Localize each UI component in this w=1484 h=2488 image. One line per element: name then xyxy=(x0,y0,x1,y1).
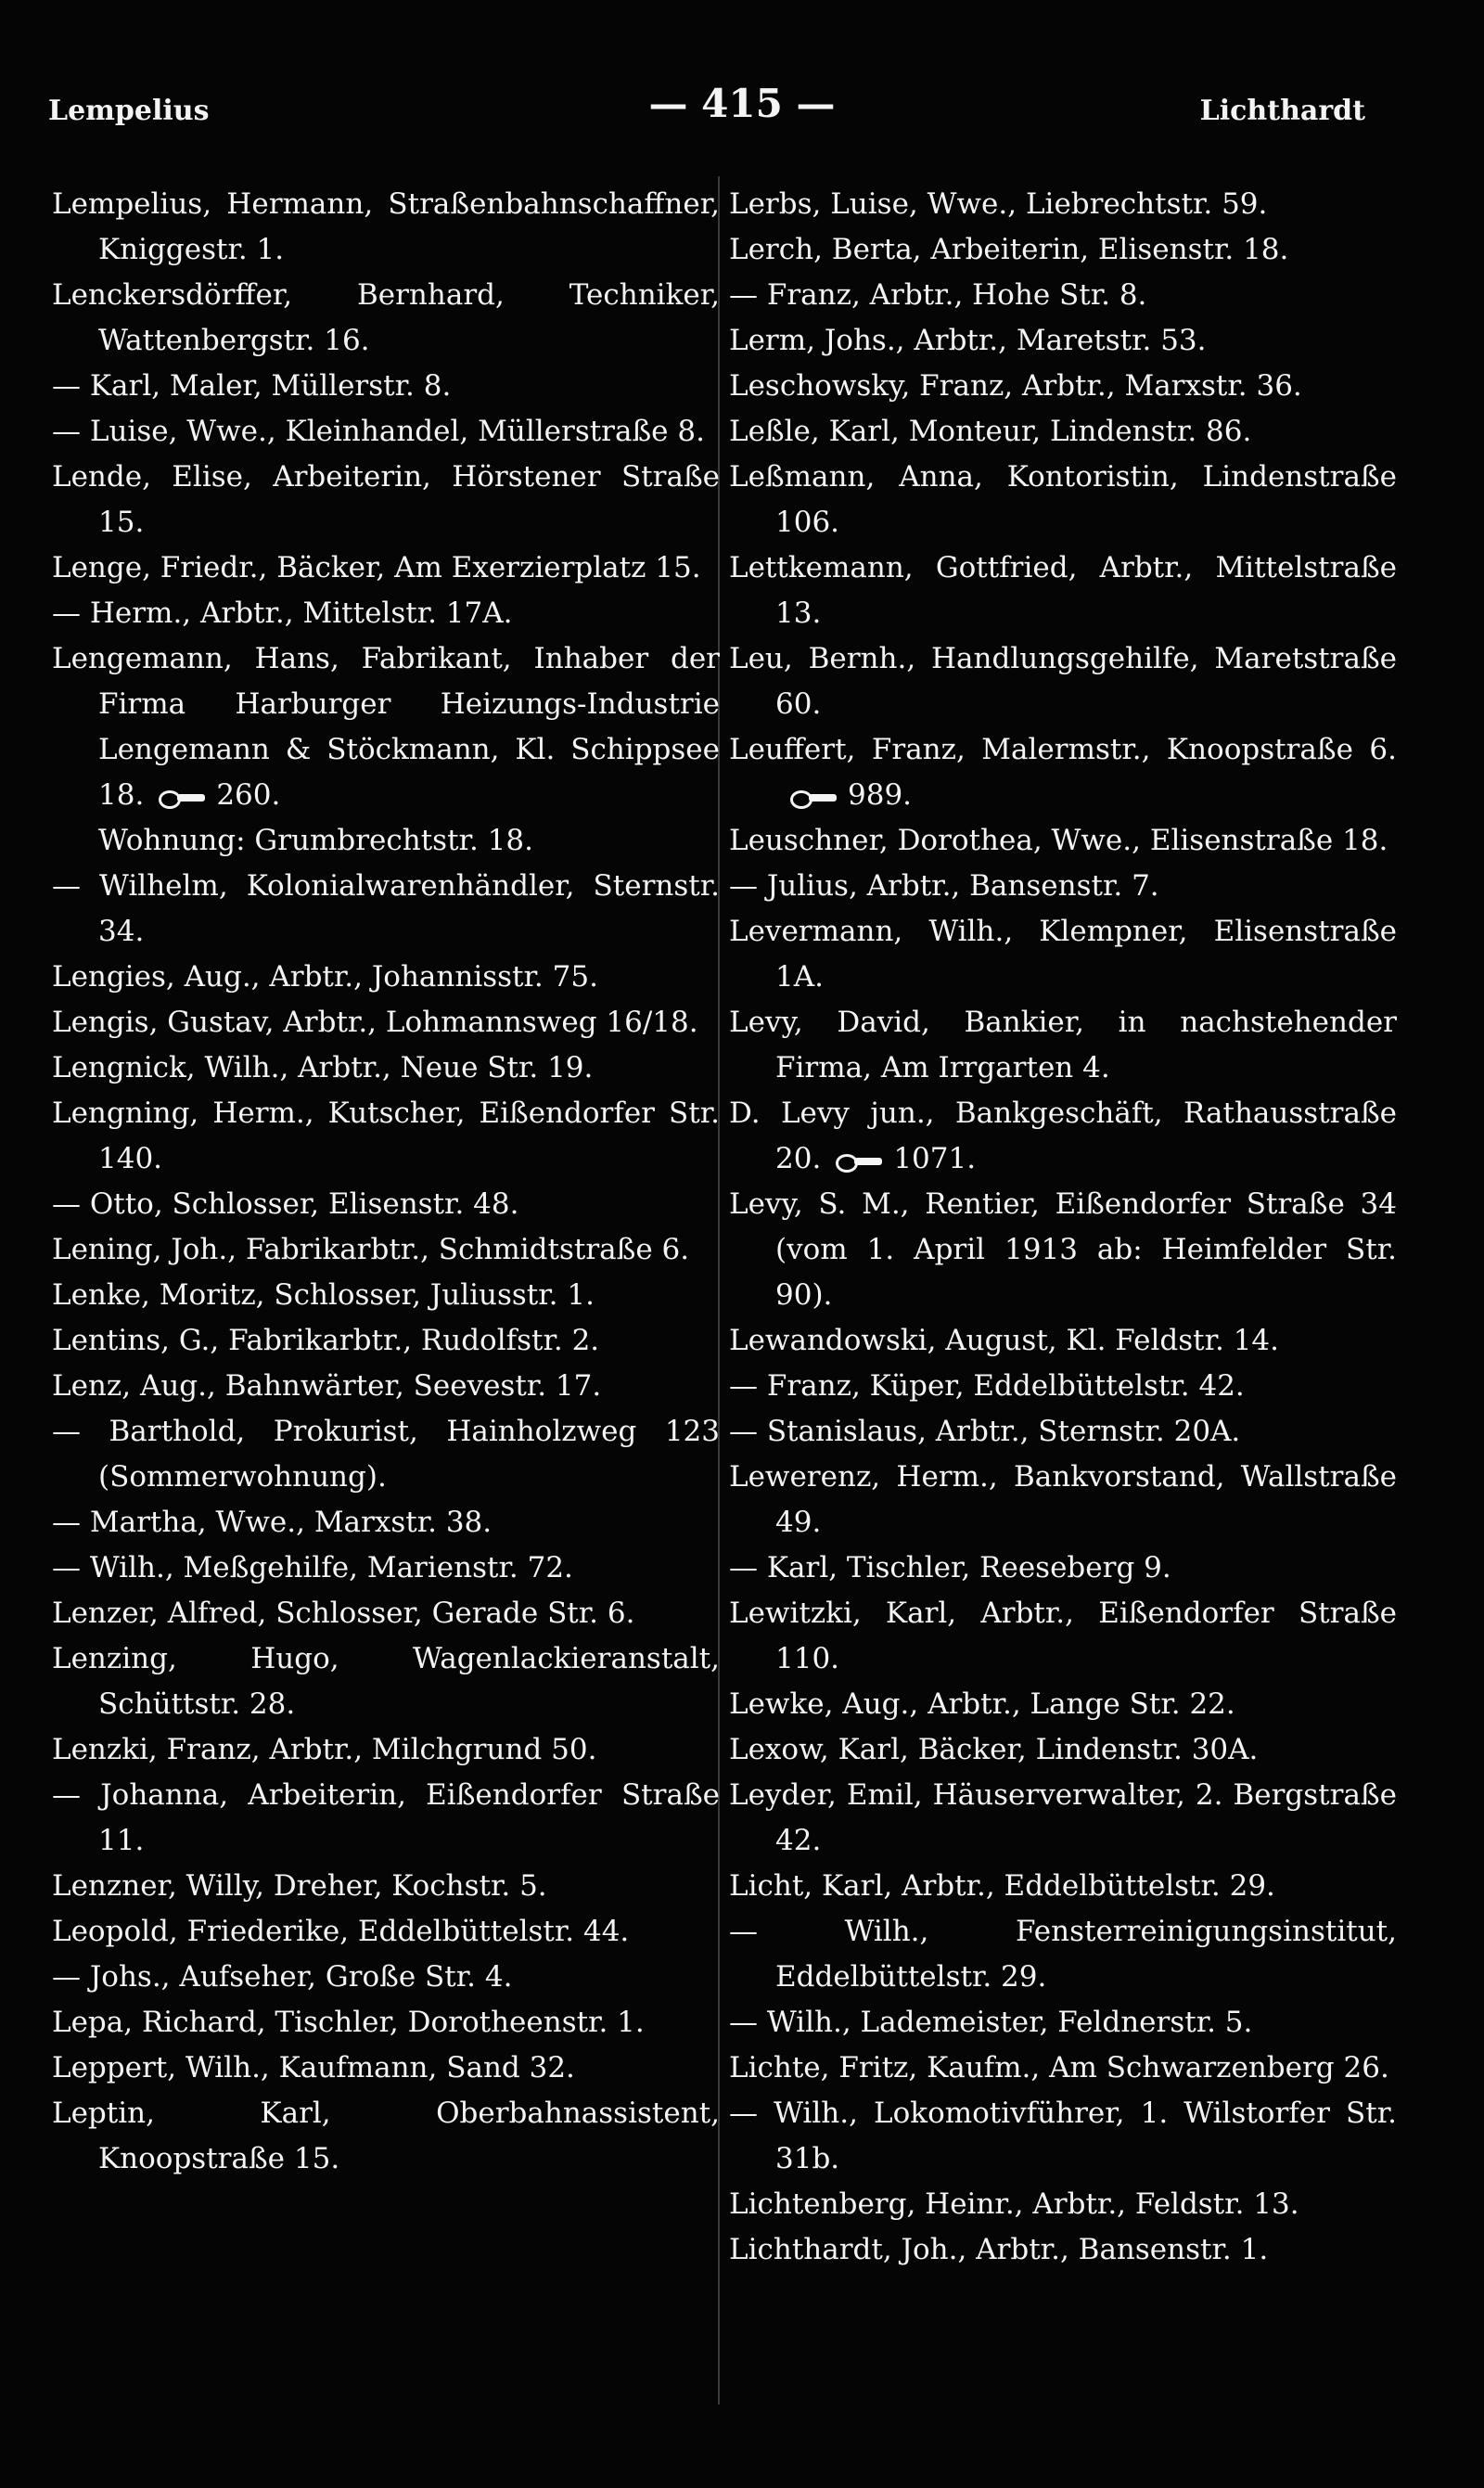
list-item: — Wilh., Lademeister, Feldnerstr. 5. xyxy=(729,2006,1253,2039)
phone-number: 260. xyxy=(216,778,281,812)
list-item: — Herm., Arbtr., Mittelstr. 17A. xyxy=(52,596,513,630)
page-number: — 415 — xyxy=(648,81,836,126)
list-item-lengemann xyxy=(52,636,720,864)
list-item: — Franz, Küper, Eddelbüttelstr. 42. xyxy=(729,1369,1245,1403)
list-item: Lichthardt, Joh., Arbtr., Bansenstr. 1. xyxy=(729,2233,1269,2266)
list-item: Lenzki, Franz, Arbtr., Milchgrund 50. xyxy=(52,1733,597,1766)
list-item-levy-bank xyxy=(729,1091,1397,1182)
list-item: Lenge, Friedr., Bäcker, Am Exerzierplatz 15. xyxy=(52,551,701,584)
phone-number: 989. xyxy=(848,778,913,812)
list-item: Lewerenz, Herm., Bankvorstand, Wallstraße 49. xyxy=(729,1460,1397,1539)
list-item: Lenz, Aug., Bahnwärter, Seevestr. 17. xyxy=(52,1369,602,1403)
list-item: Leppert, Wilh., Kaufmann, Sand 32. xyxy=(52,2051,575,2084)
list-item: Lewandowski, August, Kl. Feldstr. 14. xyxy=(729,1324,1279,1357)
list-item: Lettkemann, Gottfried, Arbtr., Mittelstraße 13. xyxy=(729,551,1397,630)
list-item: Lengnick, Wilh., Arbtr., Neue Str. 19. xyxy=(52,1051,594,1084)
list-item: Lewitzki, Karl, Arbtr., Eißendorfer Straße 110. xyxy=(729,1597,1397,1675)
list-item: — Johanna, Arbeiterin, Eißendorfer Straße 11. xyxy=(52,1778,720,1857)
entry-text: D. Levy jun., Bankgeschäft, Rathausstraße 20. xyxy=(729,1097,1397,1175)
list-item: — Barthold, Prokurist, Hainholzweg 123 (Sommerwohnung). xyxy=(52,1415,720,1494)
list-item: — Wilh., Lokomotivführer, 1. Wilstorfer Str. 31b. xyxy=(729,2097,1397,2175)
list-item: Licht, Karl, Arbtr., Eddelbüttelstr. 29. xyxy=(729,1869,1275,1903)
list-item: Lepa, Richard, Tischler, Dorotheenstr. 1. xyxy=(52,2006,645,2039)
list-item: Lengis, Gustav, Arbtr., Lohmannsweg 16/18. xyxy=(52,1006,698,1039)
entry-text: Leuffert, Franz, Malermstr., Knoopstraße 6. xyxy=(729,733,1397,766)
list-item: Lewke, Aug., Arbtr., Lange Str. 22. xyxy=(729,1687,1235,1721)
list-item: — Stanislaus, Arbtr., Sternstr. 20A. xyxy=(729,1415,1241,1448)
list-item: Lenke, Moritz, Schlosser, Juliusstr. 1. xyxy=(52,1278,595,1312)
left-column xyxy=(52,182,720,2182)
list-item: — Johs., Aufseher, Große Str. 4. xyxy=(52,1960,513,1994)
list-item: Levy, S. M., Rentier, Eißendorfer Straße 34 (vom 1. April 1913 ab: Heimfelder Str. 90). xyxy=(729,1187,1397,1312)
list-item: Leopold, Friederike, Eddelbüttelstr. 44. xyxy=(52,1915,630,1948)
home-address: Wohnung: Grumbrechtstr. 18. xyxy=(98,824,533,857)
list-item: Lexow, Karl, Bäcker, Lindenstr. 30A. xyxy=(729,1733,1259,1766)
list-item: Lerbs, Luise, Wwe., Liebrechtstr. 59. xyxy=(729,187,1268,221)
list-item: — Wilh., Fensterreinigungsinstitut, Eddelbüttelstr. 29. xyxy=(729,1915,1397,1994)
list-item: Leyder, Emil, Häuserverwalter, 2. Bergstraße 42. xyxy=(729,1778,1397,1857)
right-column xyxy=(729,182,1397,2273)
list-item: Lentins, G., Fabrikarbtr., Rudolfstr. 2. xyxy=(52,1324,600,1357)
list-item: Lenzner, Willy, Dreher, Kochstr. 5. xyxy=(52,1869,547,1903)
list-item: Lenzer, Alfred, Schlosser, Gerade Str. 6. xyxy=(52,1597,635,1630)
list-item: — Karl, Maler, Müllerstr. 8. xyxy=(52,369,452,403)
running-head-right: Lichthardt xyxy=(1199,95,1365,127)
telephone-icon xyxy=(155,789,207,805)
phone-number: 1071. xyxy=(893,1142,977,1175)
list-item: Leßle, Karl, Monteur, Lindenstr. 86. xyxy=(729,415,1252,448)
list-item: Levermann, Wilh., Klempner, Elisenstraße 1A. xyxy=(729,915,1397,994)
list-item: Leßmann, Anna, Kontoristin, Lindenstraße 106. xyxy=(729,460,1397,539)
list-item: — Wilh., Meßgehilfe, Marienstr. 72. xyxy=(52,1551,573,1584)
telephone-icon xyxy=(832,1152,884,1169)
list-item: Lengning, Herm., Kutscher, Eißendorfer Str. 140. xyxy=(52,1097,720,1175)
list-item: Leptin, Karl, Oberbahnassistent, Knoopstraße 15. xyxy=(52,2097,720,2175)
list-item: Lenckersdörffer, Bernhard, Techniker, Wattenbergstr. 16. xyxy=(52,278,720,357)
list-item: — Wilhelm, Kolonialwarenhändler, Sternstr. 34. xyxy=(52,869,720,948)
list-item: Lengies, Aug., Arbtr., Johannisstr. 75. xyxy=(52,960,598,994)
list-item: Lerch, Berta, Arbeiterin, Elisenstr. 18. xyxy=(729,233,1289,266)
telephone-icon xyxy=(787,789,838,805)
list-item: — Luise, Wwe., Kleinhandel, Müllerstraße 8. xyxy=(52,415,705,448)
list-item: Lempelius, Hermann, Straßenbahnschaffner, Kniggestr. 1. xyxy=(52,187,720,266)
list-item-leuffert xyxy=(729,727,1397,818)
list-item: Lichtenberg, Heinr., Arbtr., Feldstr. 13. xyxy=(729,2187,1299,2221)
list-item: Lende, Elise, Arbeiterin, Hörstener Straße 15. xyxy=(52,460,720,539)
list-item: — Karl, Tischler, Reeseberg 9. xyxy=(729,1551,1171,1584)
list-item: — Julius, Arbtr., Bansenstr. 7. xyxy=(729,869,1159,903)
list-item: Lening, Joh., Fabrikarbtr., Schmidtstraße 6. xyxy=(52,1233,690,1266)
list-item: — Martha, Wwe., Marxstr. 38. xyxy=(52,1506,493,1539)
running-head-left: Lempelius xyxy=(48,95,210,127)
list-item: Leschowsky, Franz, Arbtr., Marxstr. 36. xyxy=(729,369,1302,403)
list-item: Lenzing, Hugo, Wagenlackieranstalt, Schüttstr. 28. xyxy=(52,1642,720,1721)
list-item: Lichte, Fritz, Kaufm., Am Schwarzenberg 26. xyxy=(729,2051,1389,2084)
list-item: — Franz, Arbtr., Hohe Str. 8. xyxy=(729,278,1147,312)
entry-text: Lengemann, Hans, Fabrikant, Inhaber der Firma Harburger Heizungs-Industrie Lengemann & Stöckmann, Kl. Schippsee 18. xyxy=(52,642,720,812)
list-item: Leu, Bernh., Handlungsgehilfe, Maretstraße 60. xyxy=(729,642,1397,721)
list-item: Levy, David, Bankier, in nachstehender Firma, Am Irrgarten 4. xyxy=(729,1006,1397,1084)
list-item: Lerm, Johs., Arbtr., Maretstr. 53. xyxy=(729,324,1207,357)
list-item: — Otto, Schlosser, Elisenstr. 48. xyxy=(52,1187,519,1221)
list-item: Leuschner, Dorothea, Wwe., Elisenstraße 18. xyxy=(729,824,1388,857)
